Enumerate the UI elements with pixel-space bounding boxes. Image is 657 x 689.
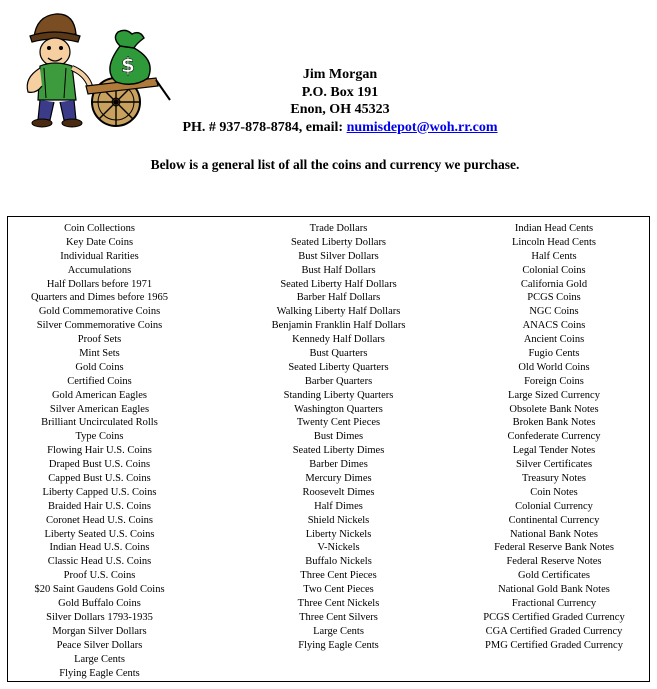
list-item: Flying Eagle Cents [59, 667, 140, 679]
list-item: Braided Hair U.S. Coins [48, 500, 151, 512]
list-item: NGC Coins [529, 306, 579, 318]
list-item: Foreign Coins [524, 375, 584, 387]
man-with-money-bag-cart-icon [16, 8, 172, 132]
list-item: Half Dollars before 1971 [46, 278, 153, 290]
list-item: Silver Dollars 1793-1935 [46, 611, 153, 623]
list-item: Bust Silver Dollars [298, 250, 379, 262]
list-item: Benjamin Franklin Half Dollars [271, 320, 406, 332]
list-item: Large Cents [74, 653, 125, 665]
list-item: $20 Saint Gaudens Gold Coins [34, 584, 165, 596]
list-item: Coronet Head U.S. Coins [45, 514, 154, 526]
list-column-1 [8, 222, 191, 680]
list-item: Silver American Eagles [49, 403, 150, 415]
intro-text: Below is a general list of all the coins and currency we purchase. [150, 157, 520, 172]
list-item: Seated Liberty Half Dollars [280, 278, 397, 290]
contact-phone-label: PH. # 937-878-8784, email: [182, 119, 347, 135]
list-item: Capped Bust U.S. Coins [48, 473, 151, 485]
list-item: Indian Head U.S. Coins [49, 542, 150, 554]
list-item: Barber Quarters [304, 375, 373, 387]
list-item: Barber Dimes [309, 459, 368, 471]
list-item: Coin Notes [530, 486, 578, 498]
contact-name: Jim Morgan [302, 67, 378, 82]
list-item: Draped Bust U.S. Coins [48, 459, 151, 471]
list-item: Classic Head U.S. Coins [47, 556, 152, 568]
list-item: Gold American Eagles [51, 389, 148, 401]
list-item: Kennedy Half Dollars [292, 334, 385, 346]
list-item: Three Cent Pieces [300, 570, 377, 582]
list-item: Individual Rarities [60, 250, 139, 262]
list-item: Liberty Seated U.S. Coins [44, 528, 155, 540]
list-item: Walking Liberty Half Dollars [276, 306, 401, 318]
list-item: Old World Coins [518, 361, 590, 373]
list-item: Seated Liberty Dollars [290, 236, 387, 248]
list-item: Trade Dollars [309, 223, 368, 234]
list-item: Half Dimes [314, 500, 363, 512]
list-item: Broken Bank Notes [512, 417, 596, 429]
list-item: Ancient Coins [523, 334, 585, 346]
list-item: Federal Reserve Notes [506, 556, 602, 568]
coin-list-table [7, 216, 650, 682]
email-link[interactable]: numisdepot@woh.rr.com [346, 119, 498, 135]
list-item: National Bank Notes [509, 528, 599, 540]
list-item: Bust Half Dollars [301, 264, 376, 276]
list-item: Gold Certificates [517, 570, 591, 582]
list-item: Morgan Silver Dollars [52, 625, 147, 637]
list-item: Proof Sets [77, 334, 122, 346]
list-item: Liberty Capped U.S. Coins [42, 486, 157, 498]
list-item: Colonial Currency [515, 500, 593, 512]
list-column-2 [243, 222, 434, 653]
list-item: Certified Coins [67, 375, 132, 387]
list-item: Colonial Coins [522, 264, 586, 276]
list-item: Half Cents [531, 250, 577, 262]
list-item: National Gold Bank Notes [498, 584, 610, 596]
list-item: CGA Certified Graded Currency [485, 625, 623, 637]
list-item: Large Cents [313, 625, 364, 637]
list-item: Key Date Coins [65, 236, 134, 248]
list-item: Coin Collections [64, 223, 135, 234]
list-item: Gold Coins [75, 361, 124, 373]
list-item: Large Sized Currency [508, 389, 600, 401]
list-item: Lincoln Head Cents [512, 236, 596, 248]
list-item: Type Coins [75, 431, 124, 443]
list-item: Proof U.S. Coins [63, 570, 136, 582]
list-item: Peace Silver Dollars [56, 639, 143, 651]
list-item: PCGS Coins [527, 292, 581, 304]
money-bag-dollar-symbol: $ [121, 53, 135, 77]
list-item: Brilliant Uncirculated Rolls [41, 417, 158, 429]
list-item: Gold Buffalo Coins [58, 598, 141, 610]
list-item: Three Cent Silvers [299, 611, 378, 623]
list-item: Continental Currency [508, 514, 600, 526]
list-item: Bust Dimes [313, 431, 364, 443]
list-item: Washington Quarters [294, 403, 383, 415]
list-item: Mercury Dimes [305, 473, 372, 485]
list-item: Barber Half Dollars [296, 292, 381, 304]
list-item: Seated Liberty Dimes [292, 445, 385, 457]
list-item: Liberty Nickels [305, 528, 372, 540]
list-item: Three Cent Nickels [297, 598, 380, 610]
list-item: Treasury Notes [521, 473, 587, 485]
list-item: Gold Commemorative Coins [38, 306, 161, 318]
list-item: Bust Quarters [309, 348, 368, 360]
list-item: California Gold [520, 278, 588, 290]
list-column-3 [464, 222, 644, 653]
contact-block [160, 66, 520, 136]
list-item: Flying Eagle Cents [298, 639, 379, 651]
list-item: Fractional Currency [511, 598, 597, 610]
list-item: Twenty Cent Pieces [296, 417, 381, 429]
list-item: Silver Certificates [515, 459, 593, 471]
list-item: Seated Liberty Quarters [288, 361, 389, 373]
list-item: Indian Head Cents [514, 223, 594, 234]
contact-phone-email [160, 119, 520, 137]
list-item: Two Cent Pieces [303, 584, 374, 596]
list-item: Silver Commemorative Coins [36, 320, 163, 332]
contact-city: Enon, OH 45323 [290, 102, 390, 117]
list-item: Legal Tender Notes [512, 445, 596, 457]
list-item: Standing Liberty Quarters [283, 389, 394, 401]
list-item: V-Nickels [317, 542, 360, 554]
list-item: PCGS Certified Graded Currency [483, 611, 625, 623]
list-item: Obsolete Bank Notes [509, 403, 599, 415]
list-item: Fugio Cents [528, 348, 580, 360]
list-item: Quarters and Dimes before 1965 [30, 292, 169, 304]
list-item: Confederate Currency [507, 431, 601, 443]
list-item: PMG Certified Graded Currency [485, 639, 623, 651]
list-item: Shield Nickels [307, 514, 370, 526]
list-item: Accumulations [67, 264, 132, 276]
list-item: Mint Sets [79, 348, 120, 360]
list-item: Federal Reserve Bank Notes [494, 542, 614, 554]
list-item: Buffalo Nickels [305, 556, 372, 568]
list-item: ANACS Coins [522, 320, 586, 332]
list-item: Flowing Hair U.S. Coins [47, 445, 152, 457]
contact-po-box: P.O. Box 191 [301, 84, 379, 100]
list-item: Roosevelt Dimes [302, 486, 375, 498]
